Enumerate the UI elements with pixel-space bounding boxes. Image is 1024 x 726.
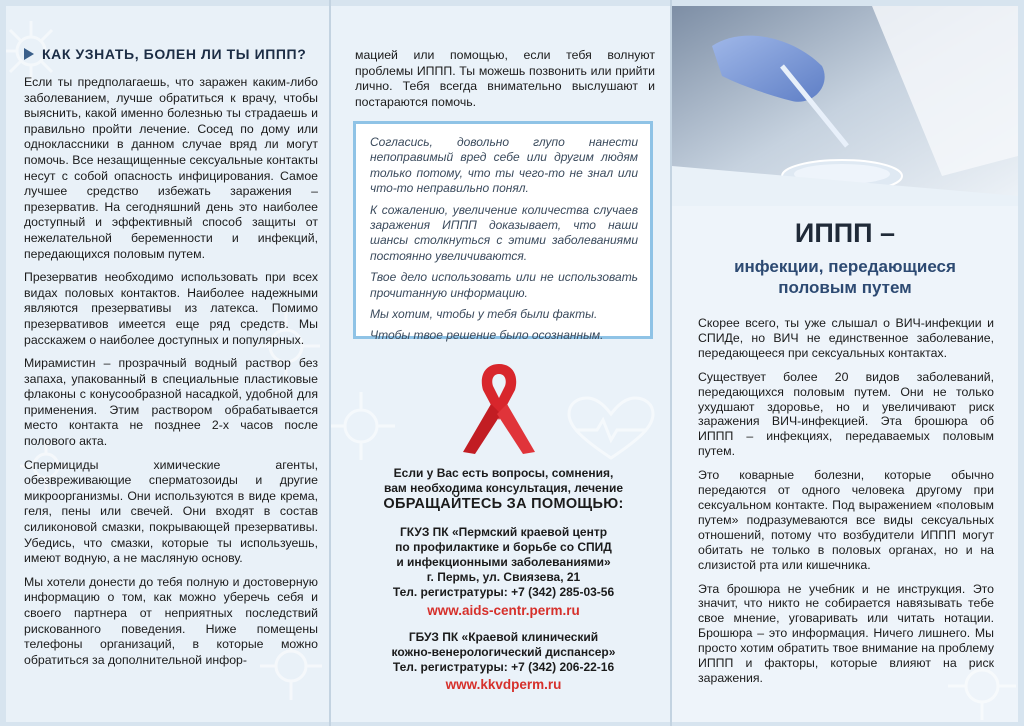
quote-line: Мы хотим, чтобы у тебя были факты.: [370, 307, 598, 322]
paragraph: Мирамистин – прозрачный водный раствор без запаха, упакованный в специальные пластиковые флаконы с конусообразной насадкой, удобной для применения. Этим раствором обрабатывается место контакта не позднее 2-х часов после полового акта.: [24, 356, 318, 449]
paragraph: Существует более 20 видов заболеваний, передающихся половым путем. Они не только ухудшают здоровье, но и увеличивают риск заражения ВИЧ-инфекцией. Эта брошюра об ИППП – инфекциях, передаваемых половым путем.: [698, 369, 994, 459]
paragraph: Презерватив необходимо использовать при всех видах половых контактов. Наиболее надежными являются презервативы из латекса. Помимо презервативов имеется еще ряд средств. Мы расскажем о наиболее доступных и популярных.: [24, 270, 318, 347]
arrow-bullet-icon: [24, 48, 34, 60]
paragraph: Скорее всего, ты уже слышал о ВИЧ-инфекции и СПИДе, но ВИЧ не единственное заболевание, передающееся при сексуальных контактах.: [698, 316, 994, 360]
continued-text: [355, 48, 655, 118]
paragraph: мацией или помощью, если тебя волнуют проблемы ИППП. Ты можешь позвонить или прийти лично. Тебя всегда внимательно выслушают и постараются помочь.: [355, 48, 655, 109]
red-ribbon-icon: [449, 356, 549, 458]
org-name: по профилактике и борьбе со СПИД: [395, 539, 612, 554]
cover-subtitle-line: половым путем: [778, 278, 912, 297]
cover-title-main: ИППП –: [794, 218, 896, 248]
paragraph: Мы хотели донести до тебя полную и достоверную информацию о том, как можно уберечь себя и своего партнера от неприятных последствий рискованного поведения. Ниже помещены телефоны организаций, в которые можно обратиться за дополнительной инфор-: [24, 574, 318, 667]
highlight-box: [353, 121, 653, 343]
org-name: кожно-венерологический диспансер»: [391, 645, 616, 660]
section-heading: [24, 46, 324, 62]
body-text: [698, 316, 994, 695]
call-to-action: ОБРАЩАЙТЕСЬ ЗА ПОМОЩЬЮ:: [383, 496, 624, 513]
body-text: [24, 75, 318, 676]
contact-intro: вам необходима консультация, лечение: [383, 481, 624, 496]
org-phone: Тел. регистратуры: +7 (342) 206-22-16: [392, 660, 615, 675]
quote-line: Твое дело использовать или не использовать прочитанную информацию.: [370, 270, 638, 300]
org-name: и инфекционными заболеваниями»: [396, 555, 611, 570]
org-website-link[interactable]: www.kkvdperm.ru: [445, 677, 562, 693]
panel-middle: [331, 6, 670, 722]
cover-subtitle-line: инфекции, передающиеся: [734, 257, 956, 276]
contact-block: [351, 466, 656, 705]
org-address: г. Пермь, ул. Свиязева, 21: [426, 570, 581, 585]
heart-pulse-decoration-icon: [561, 396, 661, 466]
quote-line: К сожалению, увеличение количества случаев заражения ИППП доказывает, что наши шансы столкнуться с этими заболеваниями постоянно увеличиваются.: [370, 202, 638, 263]
panel-right-cover: [672, 6, 1018, 722]
contact-intro: Если у Вас есть вопросы, сомнения,: [393, 466, 614, 480]
virus-decoration-icon: [331, 386, 401, 466]
quote-line: Чтобы твое решение было осознанным.: [370, 328, 604, 343]
panel-left: [6, 6, 329, 722]
paragraph: Это коварные болезни, которые обычно передаются от одного человека другому при сексуальном контакте. Под выражением «половым путем» подразумеваются все виды сексуальных отношений, потому что возбудители ИППП могут обитать не только в половых органах, но и на слизистой рта или кишечника.: [698, 468, 994, 572]
cover-title: [672, 206, 1018, 316]
paragraph: Если ты предполагаешь, что заражен каким-либо заболеванием, лучше обратиться к врачу, чтобы выяснить, какой именно болезнью ты страдаешь и правильно пройти лечение. Сосед по дому или одноклассники в данном случае вряд ли могут помочь. Все незащищенные сексуальные контакты несут с собой опасность инфицирования. Самое лучшее средство избежать заражения – презерватив. На сегодняшний день это наиболее доступный и эффективный способ защиты от нежелательной беременности и инфекций, передающихся половым путем.: [24, 75, 318, 261]
lab-photo-image: [672, 6, 1018, 206]
heading-text: КАК УЗНАТЬ, БОЛЕН ЛИ ТЫ ИППП?: [42, 46, 307, 62]
org-phone: Тел. регистратуры: +7 (342) 285-03-56: [392, 585, 615, 600]
quote-line: Согласись, довольно глупо нанести непоправимый вред себе или другим людям только потому, что ты чего-то не знал или что-то неправильно понял.: [370, 135, 638, 196]
cover-subtitle: [672, 256, 1018, 298]
paragraph: Эта брошюра не учебник и не инструкция. Это значит, что никто не собирается навязывать тебе свое мнение, уговаривать или читать нотации. Брошюра – это информация. Ничего лишнего. Мы просто хотим обратить твое внимание на проблему ИППП и факторы, которые влияют на риск заражения.: [698, 581, 994, 685]
org-name: ГБУЗ ПК «Краевой клинический: [408, 629, 599, 644]
org-name: ГКУЗ ПК «Пермский краевой центр: [399, 524, 608, 539]
org-website-link[interactable]: www.aids-centr.perm.ru: [427, 602, 580, 618]
paragraph: Спермициды химические агенты, обезвреживающие сперматозоиды и другие микроорганизмы. Они используются в виде крема, геля, пены или свечей. Они входят в состав силиконовой смазки, покрывающей презервативы. Убедись, что смазки, которые ты используешь, имеют водную, а не масляную основу.: [24, 457, 318, 566]
